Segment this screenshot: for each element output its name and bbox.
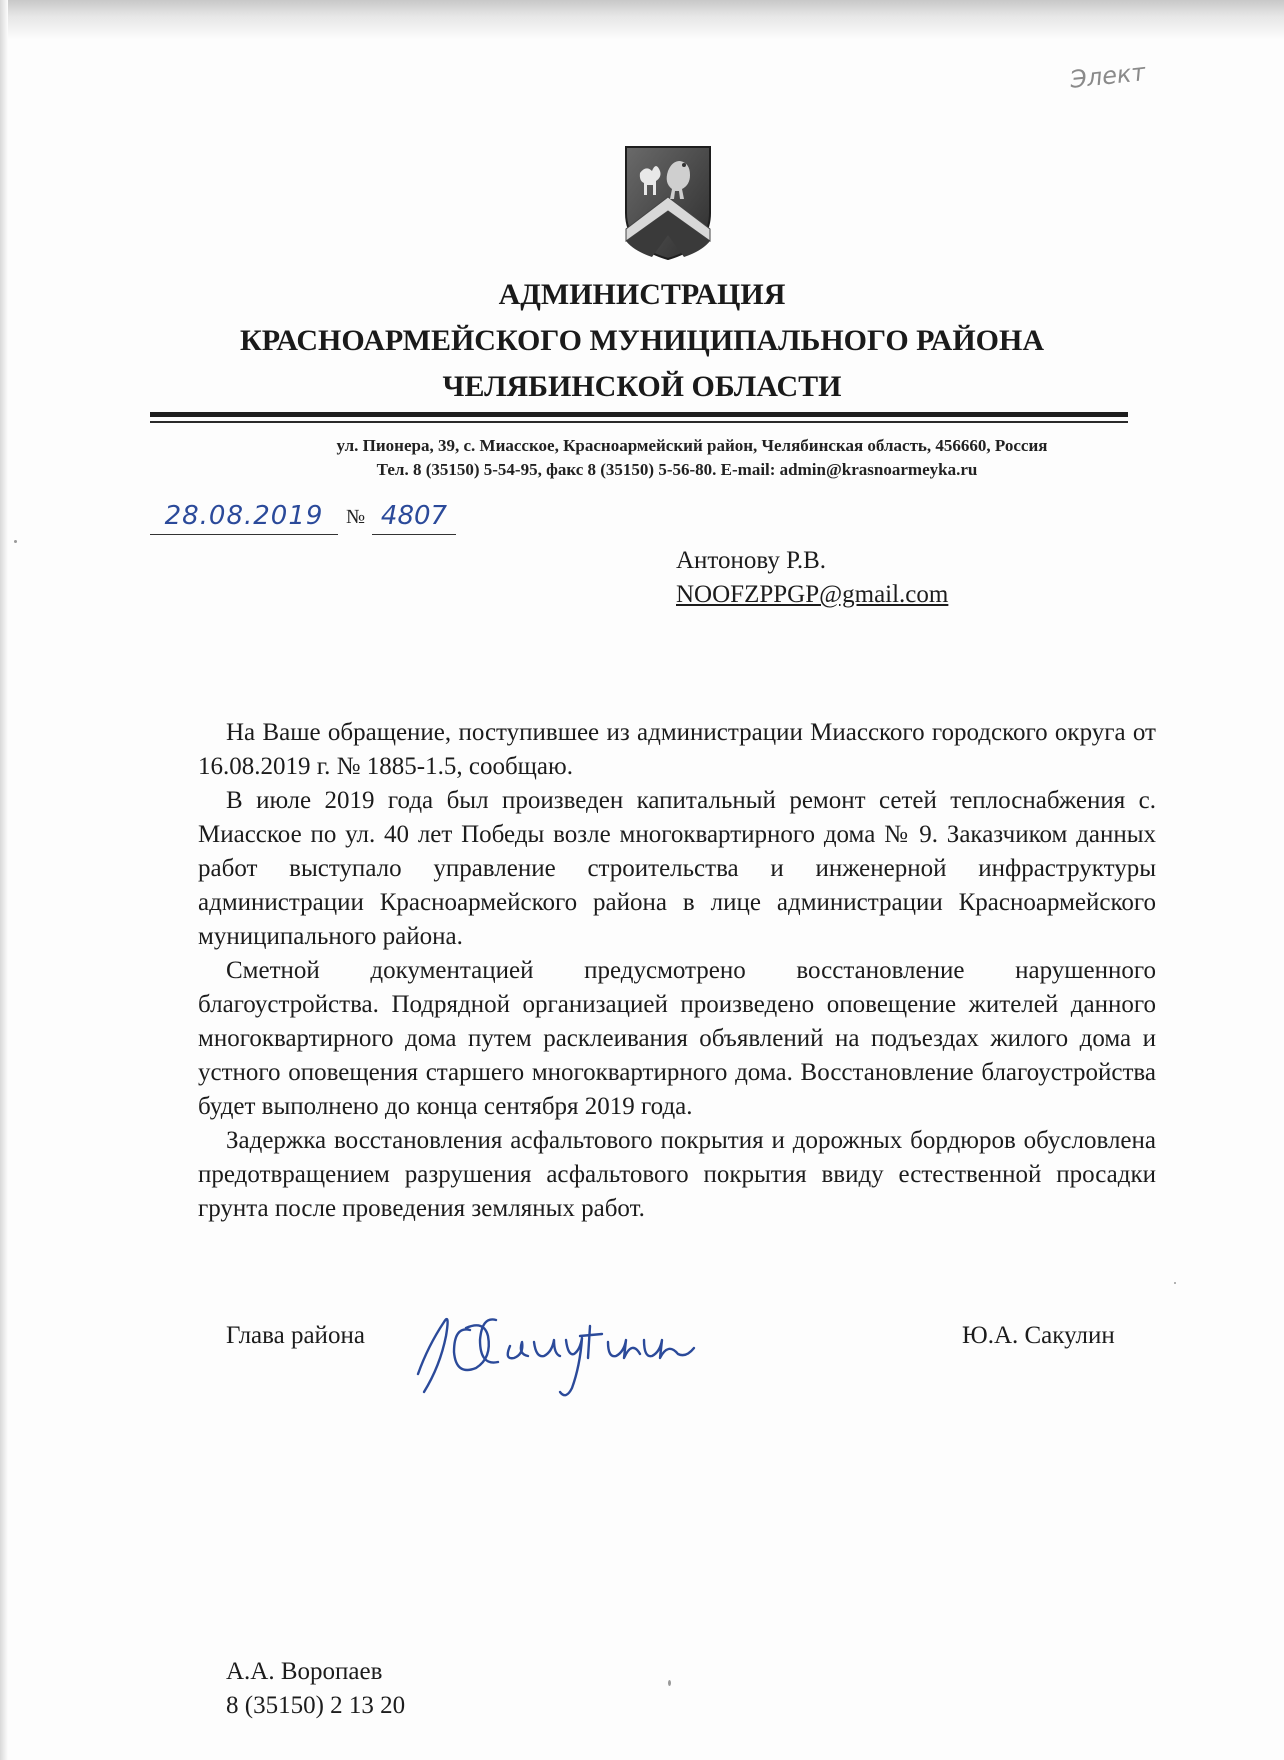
body-paragraph: На Ваше обращение, поступившее из администрации Миасского городского округа от 16.08.2019 г. № 1885-1.5, сообщаю. [198, 719, 1156, 780]
contacts-block [0, 434, 1284, 482]
executor-phone: 8 (35150) 2 13 20 [226, 1692, 406, 1719]
coat-of-arms-icon [622, 143, 714, 261]
organization-header [0, 272, 1284, 410]
org-line-3: ЧЕЛЯБИНСКОЙ ОБЛАСТИ [442, 370, 842, 403]
executor-name: А.А. Воропаев [226, 1658, 383, 1685]
handwritten-signature [410, 1296, 770, 1404]
registration-date: 28.08.2019 [150, 498, 338, 535]
signer-role: Глава района [226, 1322, 365, 1349]
letter-body [198, 716, 1156, 1226]
recipient-name: Антонову Р.В. [676, 547, 827, 574]
address-line: ул. Пионера, 39, с. Миасское, Красноармейский район, Челябинская область, 456660, Россия [336, 436, 1048, 455]
registration-row [150, 498, 470, 538]
phones-line: Тел. 8 (35150) 5-54-95, факс 8 (35150) 5-56-80. E-mail: admin@krasnoarmeyka.ru [376, 460, 978, 479]
body-paragraph: Задержка восстановления асфальтового покрытия и дорожных бордюров обусловлена предотвращением разрушения асфальтового покрытия ввиду естественной просадки грунта после проведения земляных работ. [198, 1127, 1156, 1222]
recipient-email: NOOFZPPGP@gmail.com [676, 581, 949, 608]
executor-block [226, 1655, 405, 1723]
handwritten-note: Элект [1068, 58, 1147, 94]
registration-number-label: № [346, 506, 366, 528]
signer-name: Ю.А. Сакулин [962, 1322, 1115, 1349]
scan-shadow-top [0, 0, 1284, 40]
org-line-1: АДМИНИСТРАЦИЯ [498, 278, 786, 311]
org-line-2: КРАСНОАРМЕЙСКОГО МУНИЦИПАЛЬНОГО РАЙОНА [239, 324, 1045, 357]
recipient-block [676, 544, 948, 612]
scan-speck [14, 540, 17, 543]
scan-speck [668, 1680, 671, 1686]
header-divider-thin [150, 421, 1128, 423]
registration-number: 4807 [372, 498, 456, 535]
body-paragraph: Сметной документацией предусмотрено восстановление нарушенного благоустройства. Подрядной организацией произведено оповещение жителей данного многоквартирного дома путем расклеивания объявлений на подъездах жилого дома и устного оповещения старшего многоквартирного дома. Восстановление благоустройства будет выполнено до конца сентября 2019 года. [198, 957, 1156, 1120]
body-paragraph: В июле 2019 года был произведен капитальный ремонт сетей теплоснабжения с. Миасское по ул. 40 лет Победы возле многоквартирного дома № 9. Заказчиком данных работ выступало управление строительства и инженерной инфраструктуры администрации Красноармейского района в лице администрации Красноармейского муниципального района. [198, 787, 1156, 950]
scan-shadow-left [0, 0, 8, 1760]
scan-speck [1174, 1282, 1176, 1284]
header-divider-thick [150, 412, 1128, 417]
